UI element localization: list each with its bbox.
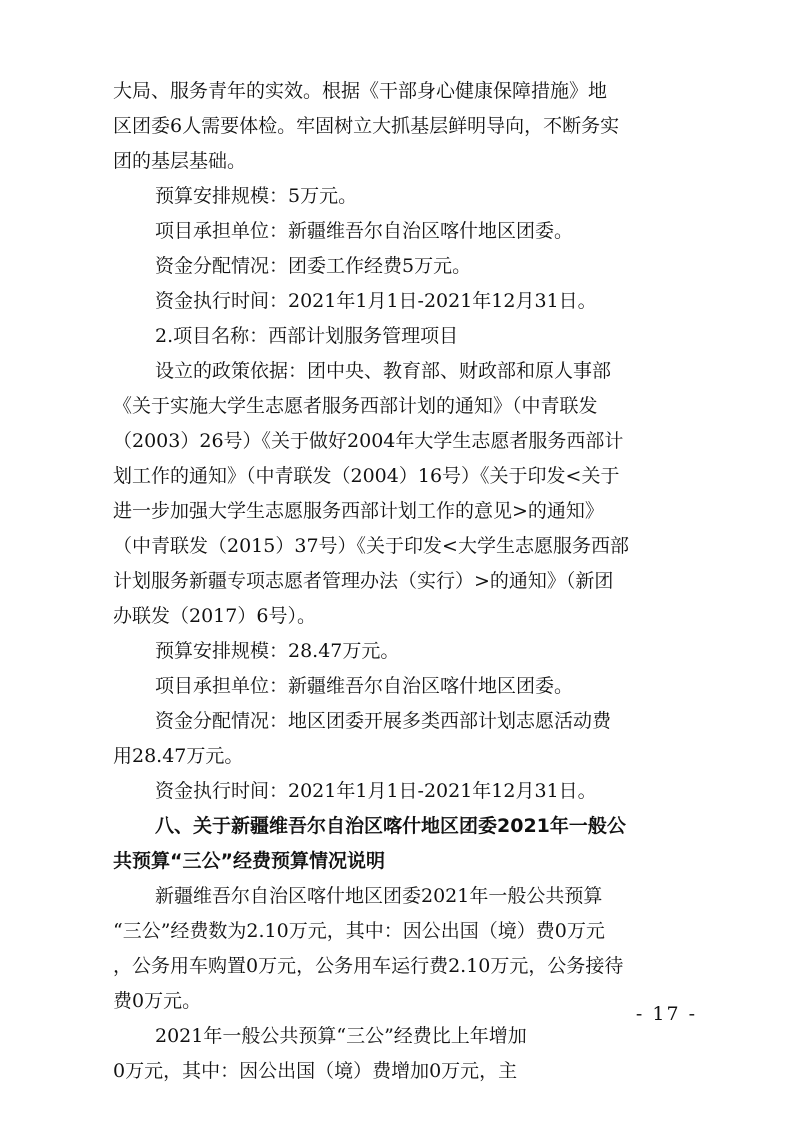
project-title: 2.项目名称：西部计划服务管理项目 (155, 325, 459, 347)
text-line: 资金分配情况：团委工作经费5万元。 (155, 255, 472, 277)
text-line: 办联发（2017）6号）。 (113, 605, 316, 627)
text-line: 预算安排规模：5万元。 (155, 185, 358, 207)
text-line: 项目承担单位：新疆维吾尔自治区喀什地区团委。 (155, 675, 574, 697)
text-line: 进一步加强大学生志愿服务西部计划工作的意见>的通知》 (113, 500, 604, 522)
text-line: 新疆维吾尔自治区喀什地区团委2021年一般公共预算 (155, 885, 603, 907)
text-line: 资金执行时间：2021年1月1日-2021年12月31日。 (155, 780, 597, 802)
text-line: 预算安排规模：28.47万元。 (155, 640, 400, 662)
text-line: 2021年一般公共预算“三公”经费比上年增加 (155, 1025, 527, 1047)
text-line: 大局、服务青年的实效。根据《干部身心健康保障措施》地 (113, 80, 608, 102)
text-line: （2003）26号）《关于做好2004年大学生志愿者服务西部计 (113, 430, 624, 452)
text-line: “三公”经费数为2.10万元，其中：因公出国（境）费0万元 (113, 920, 605, 942)
section-heading: 八、关于新疆维吾尔自治区喀什地区团委2021年一般公 (155, 815, 626, 837)
document-body (113, 74, 683, 1089)
text-line: 计划服务新疆专项志愿者管理办法（实行）>的通知》（新团 (113, 570, 614, 592)
text-line: 0万元，其中：因公出国（境）费增加0万元，主 (113, 1060, 518, 1082)
text-line: ，公务用车购置0万元，公务用车运行费2.10万元，公务接待 (113, 955, 624, 977)
text-line: 项目承担单位：新疆维吾尔自治区喀什地区团委。 (155, 220, 574, 242)
page-number: - 17 - (635, 1003, 697, 1025)
text-line: 费0万元。 (113, 990, 202, 1012)
text-line: 资金执行时间：2021年1月1日-2021年12月31日。 (155, 290, 597, 312)
section-heading: 共预算“三公”经费预算情况说明 (113, 850, 385, 872)
text-line: 区团委6人需要体检。牢固树立大抓基层鲜明导向，不断务实 (113, 115, 620, 137)
text-line: 划工作的通知》（中青联发（2004）16号）《关于印发<关于 (113, 465, 620, 487)
text-line: 《关于实施大学生志愿者服务西部计划的通知》（中青联发 (113, 395, 598, 417)
text-line: 资金分配情况：地区团委开展多类西部计划志愿活动费 (155, 710, 612, 732)
text-line: 用28.47万元。 (113, 745, 244, 767)
text-line: 团的基层基础。 (113, 150, 247, 172)
text-line: 设立的政策依据：团中央、教育部、财政部和原人事部 (155, 360, 612, 382)
text-line: （中青联发（2015）37号）《关于印发<大学生志愿服务西部 (113, 535, 629, 557)
